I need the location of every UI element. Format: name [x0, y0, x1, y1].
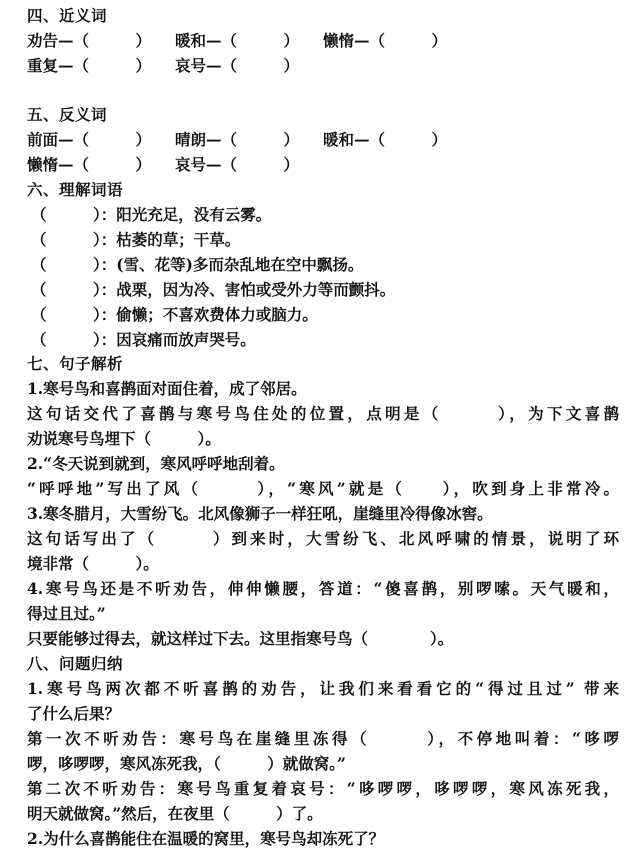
sentence-line: 3.寒冬腊月，大雪纷飞。北风像狮子一样狂吼，崖缝里冷得像冰窖。	[27, 504, 493, 523]
definition-item: （ ）：枯萎的草；干草。	[31, 230, 241, 249]
definition-item: （ ）：战栗，因为冷、害怕或受外力等而颤抖。	[31, 280, 396, 299]
definition-item: （ ）：(雪、花等)多而杂乱地在空中飘扬。	[31, 255, 364, 274]
synonym-item: 哀号—（ ）	[175, 56, 300, 75]
sentence-line: 得过且过。”	[27, 604, 106, 623]
question-line: 第一次不听劝告：寒号鸟在崖缝里冻得（ ），不停地叫着：“哆啰	[27, 729, 619, 748]
sentence-line: 2.“冬天说到就到，寒风呼呼地刮着。	[27, 454, 285, 473]
antonym-item: 懒惰—（ ）	[27, 155, 152, 174]
synonym-item: 懒惰—（ ）	[323, 31, 448, 50]
definition-item: （ ）：阳光充足，没有云雾。	[31, 205, 272, 224]
question-line: 明天就做窝。”然后，在夜里（ ）了。	[27, 804, 323, 823]
section-4-heading: 四、近义词	[27, 6, 108, 25]
synonym-item: 暖和—（ ）	[175, 31, 300, 50]
sentence-line: 劝说寒号鸟埋下（ ）。	[27, 429, 221, 448]
sentence-line: 1.寒号鸟和喜鹊面对面住着，成了邻居。	[27, 379, 307, 398]
definition-item: （ ）：偷懒；不喜欢费体力或脑力。	[31, 305, 318, 324]
sentence-line: 4.寒号鸟还是不听劝告，伸伸懒腰，答道：“傻喜鹊，别啰嗦。天气暖和，	[27, 579, 619, 598]
question-line: 第二次不听劝告：寒号鸟重复着哀号：“哆啰啰，哆啰啰，寒风冻死我，	[27, 779, 619, 798]
sentence-line: 只要能够过得去，就这样过下去。这里指寒号鸟（ ）。	[27, 629, 454, 648]
synonym-item: 劝告—（ ）	[27, 31, 152, 50]
antonym-item: 哀号—（ ）	[175, 155, 300, 174]
question-line: 2.为什么喜鹊能住在温暖的窝里，寒号鸟却冻死了？	[27, 829, 385, 848]
sentence-line: “呼呼地”写出了风（ ），“寒风”就是（ ），吹到身上非常冷。	[27, 479, 619, 498]
question-line: 1.寒号鸟两次都不听喜鹊的劝告，让我们来看看它的“得过且过” 带来	[27, 679, 619, 698]
section-6-heading: 六、理解词语	[27, 180, 124, 199]
antonym-item: 前面—（ ）	[27, 130, 152, 149]
section-8-heading: 八、问题归纳	[27, 654, 124, 673]
question-line: 了什么后果？	[27, 704, 121, 723]
antonym-item: 暖和—（ ）	[323, 130, 448, 149]
section-5-heading: 五、反义词	[27, 105, 108, 124]
definition-item: （ ）：因哀痛而放声哭号。	[31, 330, 256, 349]
section-7-heading: 七、句子解析	[27, 354, 124, 373]
question-line: 啰，哆啰啰，寒风冻死我，（ ）就做窝。”	[27, 754, 346, 773]
sentence-line: 这句话交代了喜鹊与寒号鸟住处的位置，点明是（ ），为下文喜鹊	[27, 404, 619, 423]
antonym-item: 晴朗—（ ）	[175, 130, 300, 149]
sentence-line: 这句话写出了（ ）到来时，大雪纷飞、北风呼啸的情景，说明了环	[27, 529, 619, 548]
sentence-line: 境非常（ ）。	[27, 554, 159, 573]
synonym-item: 重复—（ ）	[27, 56, 152, 75]
